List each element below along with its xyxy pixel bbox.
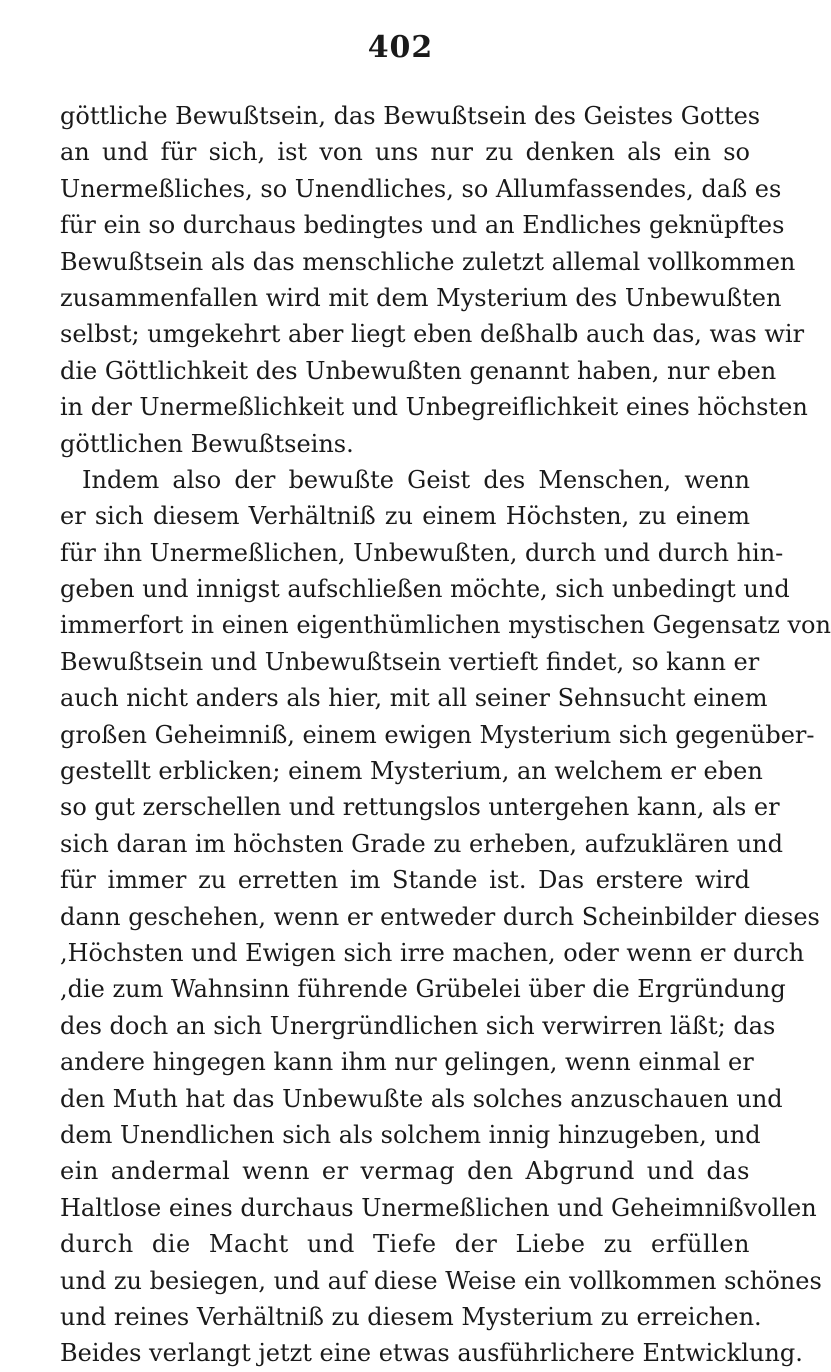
text-line: des doch an sich Unergründlichen sich verwirren läßt; das <box>60 1011 776 1040</box>
text-line: dem Unendlichen sich als solchem innig hinzugeben, und <box>60 1120 761 1149</box>
text-line: Haltlose eines durchaus Unermeßlichen und Geheimnißvollen <box>60 1193 817 1222</box>
text-line: Bewußtsein als das menschliche zuletzt allemal vollkommen <box>60 247 796 276</box>
text-line: und reines Verhältniß zu diesem Mysterium zu erreichen. <box>60 1302 762 1331</box>
text-line: dann geschehen, wenn er entweder durch Scheinbilder dieses <box>60 902 820 931</box>
text-line: ,Höchsten und Ewigen sich irre machen, oder wenn er durch <box>60 938 805 967</box>
text-line: zusammenfallen wird mit dem Mysterium des Unbewußten <box>60 283 782 312</box>
paragraph-first-line: Indem also der bewußte Geist des Menschen, wenn <box>82 465 750 494</box>
text-line: immerfort in einen eigenthümlichen mystischen Gegensatz von <box>60 611 831 640</box>
text-line: Beides verlangt jetzt eine etwas ausführlichere Entwicklung. <box>60 1339 803 1368</box>
text-line: in der Unermeßlichkeit und Unbegreiflichkeit eines höchsten <box>60 393 808 422</box>
text-line: großen Geheimniß, einem ewigen Mysterium sich gegenüber- <box>60 720 815 749</box>
text-line: geben und innigst aufschließen möchte, sich unbedingt und <box>60 575 790 604</box>
text-line: an und für sich, ist von uns nur zu denken als ein so <box>60 138 750 167</box>
text-line: und zu besiegen, und auf diese Weise ein vollkommen schönes <box>60 1266 822 1295</box>
text-line: andere hingegen kann ihm nur gelingen, wenn einmal er <box>60 1048 754 1077</box>
text-line: selbst; umgekehrt aber liegt eben deßhalb auch das, was wir <box>60 320 805 349</box>
text-line: für ihn Unermeßlichen, Unbewußten, durch und durch hin- <box>60 538 784 567</box>
text-line: die Göttlichkeit des Unbewußten genannt haben, nur eben <box>60 356 777 385</box>
text-line: sich daran im höchsten Grade zu erheben, aufzuklären und <box>60 829 783 858</box>
text-line: ein andermal wenn er vermag den Abgrund und das <box>60 1157 750 1186</box>
text-line: für ein so durchaus bedingtes und an Endliches geknüpftes <box>60 211 785 240</box>
text-line: Bewußtsein und Unbewußtsein vertieft findet, so kann er <box>60 647 760 676</box>
text-line: göttlichen Bewußtseins. <box>60 429 354 458</box>
text-line: ,die zum Wahnsinn führende Grübelei über die Ergründung <box>60 975 786 1004</box>
text-line: er sich diesem Verhältniß zu einem Höchsten, zu einem <box>60 502 750 531</box>
text-line: durch die Macht und Tiefe der Liebe zu erfüllen <box>60 1230 750 1259</box>
text-line: gestellt erblicken; einem Mysterium, an welchem er eben <box>60 757 763 786</box>
text-line: auch nicht anders als hier, mit all seiner Sehnsucht einem <box>60 684 768 713</box>
text-line: den Muth hat das Unbewußte als solches anzuschauen und <box>60 1084 783 1113</box>
text-line: so gut zerschellen und rettungslos untergehen kann, als er <box>60 793 780 822</box>
text-line: für immer zu erretten im Stande ist. Das erstere wird <box>60 866 750 895</box>
body-text <box>60 98 831 1372</box>
page-number: 402 <box>367 30 434 65</box>
text-line: Unermeßliches, so Unendliches, so Allumfassendes, daß es <box>60 174 782 203</box>
text-line: göttliche Bewußtsein, das Bewußtsein des Geistes Gottes <box>60 102 761 130</box>
